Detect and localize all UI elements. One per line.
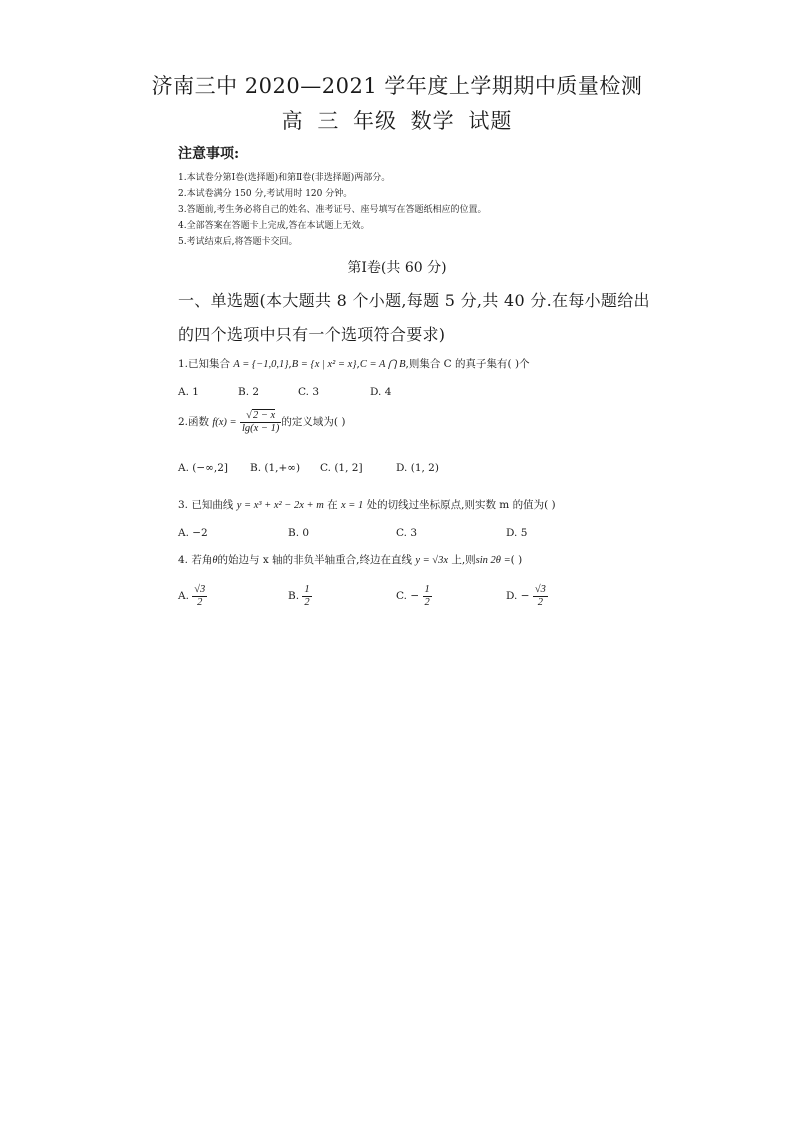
- q1-set-a: A = {−1,0,1}: [233, 359, 289, 370]
- part-heading-line1: 一、单选题(本大题共 8 个小题,每题 5 分,共 40 分.在每小题给出: [178, 291, 650, 310]
- q1-option-b: B. 2: [238, 386, 260, 398]
- q4-option-c-den: 2: [424, 596, 430, 608]
- q2-prefix: 2.函数: [178, 416, 213, 429]
- q4-prefix: 4. 若角: [178, 554, 213, 566]
- q1-set-c: C = A ⋂ B: [359, 359, 406, 370]
- q3-point: x = 1: [341, 500, 364, 511]
- q3-option-c: C. 3: [396, 527, 418, 539]
- q2-fraction: $\frac{√2 - x}{\lg(x - 1)}$: [241, 410, 280, 434]
- q3-option-b: B. 0: [288, 527, 310, 539]
- q4-option-a-label: A.: [178, 590, 189, 603]
- q1-prefix: 1.已知集合: [178, 358, 234, 370]
- q3-option-d: D. 5: [506, 527, 528, 539]
- notice-item-2: 2.本试卷满分 150 分,考试用时 120 分钟。: [178, 189, 353, 199]
- notice-item-4: 4.全部答案在答题卡上完成,答在本试题上无效。: [178, 221, 370, 231]
- q4-option-c: [396, 584, 432, 608]
- exam-title: 济南三中 2020—2021 学年度上学期期中质量检测: [151, 74, 643, 98]
- q4-option-a: [178, 584, 207, 608]
- part-heading-line2: 的四个选项中只有一个选项符合要求): [178, 325, 446, 344]
- question-4-stem: [178, 552, 522, 567]
- q4-option-a-den: 2: [197, 596, 203, 608]
- q4-option-a-num: √3: [194, 584, 206, 595]
- q4-option-c-label: C.: [396, 590, 407, 603]
- q4-suffix: ( ): [510, 554, 523, 566]
- q2-suffix: 的定义域为( ): [281, 416, 346, 429]
- q4-option-d-sign: −: [520, 590, 530, 603]
- q4-option-c-num: 1: [424, 584, 430, 595]
- q2-func-lhs: f(x) =: [212, 417, 237, 429]
- section-title: 第Ⅰ卷(共 60 分): [347, 260, 447, 276]
- q2-option-b: B. (1,+∞): [250, 462, 301, 474]
- q3-curve: y = x³ + x² − 2x + m: [236, 500, 324, 511]
- q2-option-c: C. (1, 2]: [320, 462, 363, 474]
- q2-option-a: A. (−∞,2]: [178, 462, 229, 474]
- q4-mid: 的始边与 x 轴的非负半轴重合,终边在直线: [217, 554, 416, 566]
- question-2-stem: [178, 410, 345, 434]
- q3-mid: 在: [323, 499, 342, 511]
- q4-theta: θ: [212, 555, 218, 566]
- notice-item-5: 5.考试结束后,将答题卡交回。: [178, 237, 298, 247]
- q2-denominator: lg(x − 1): [241, 422, 280, 434]
- q1-set-b: B = {x | x² = x}: [291, 359, 357, 370]
- notice-item-1: 1.本试卷分第Ⅰ卷(选择题)和第Ⅱ卷(非选择题)两部分。: [178, 173, 391, 183]
- q4-option-b-label: B.: [288, 590, 300, 603]
- q1-option-c: C. 3: [298, 386, 320, 398]
- notice-heading: 注意事项:: [178, 146, 240, 162]
- question-1-stem: 1.已知集合 A = {−1,0,1},B = {x | x² = x},C = A ⋂ B,则集合 C 的真子集有( )个: [178, 358, 530, 370]
- q2-option-d: D. (1, 2): [396, 462, 439, 474]
- q3-suffix: 处的切线过坐标原点,则实数 m 的值为( ): [363, 499, 556, 511]
- q4-option-b-num: 1: [304, 584, 310, 595]
- q4-option-d-num: √3: [534, 584, 546, 595]
- q4-mid2: 上,则: [447, 554, 476, 566]
- q4-option-c-sign: −: [410, 590, 420, 603]
- q1-option-a: A. 1: [178, 386, 199, 398]
- q3-prefix: 3. 已知曲线: [178, 499, 237, 511]
- q4-option-d-den: 2: [537, 596, 544, 608]
- q1-suffix: ,则集合 C 的真子集有( )个: [405, 358, 530, 370]
- q4-option-b-den: 2: [304, 596, 310, 608]
- q4-line: y = √3x: [415, 555, 448, 566]
- question-3-stem: [178, 497, 556, 512]
- q1-option-d: D. 4: [370, 386, 392, 398]
- q4-target: sin 2θ =: [475, 555, 511, 566]
- exam-subtitle: 高 三 年级 数学 试题: [281, 109, 513, 133]
- q3-option-a: A. −2: [178, 527, 208, 539]
- q4-option-b: [288, 584, 312, 608]
- q4-option-d-label: D.: [506, 590, 518, 603]
- q4-option-d: [506, 584, 548, 608]
- q2-numerator: 2 − x: [252, 410, 276, 421]
- notice-item-3: 3.答题前,考生务必将自己的姓名、准考证号、座号填写在答题纸相应的位置。: [178, 205, 487, 215]
